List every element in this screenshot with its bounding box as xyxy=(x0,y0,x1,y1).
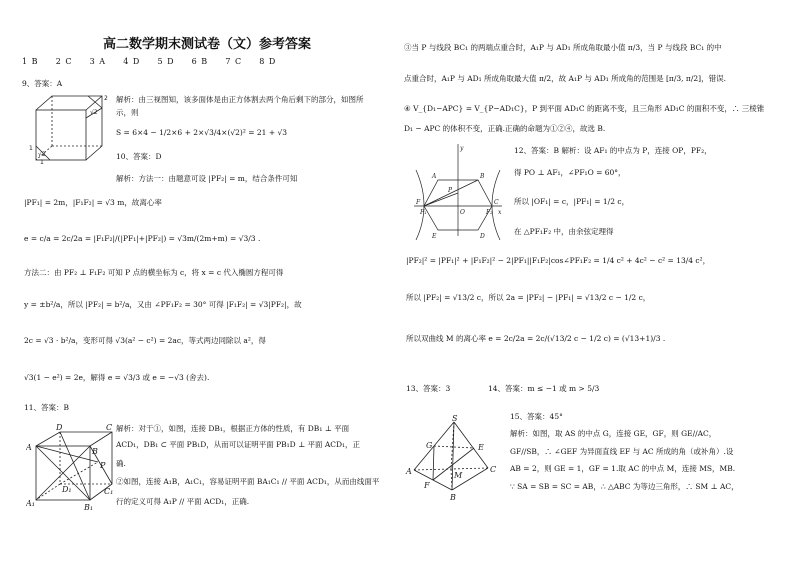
q11-line: ②如图，连接 A₁B，A₁C₁，容易证明平面 BA₁C₁ // 平面 ACD₁，从而由线面平 xyxy=(116,477,380,486)
q15-pyramid-figure xyxy=(404,414,498,504)
figure-label: x xyxy=(498,209,502,216)
q12-hexagon-hyperbola-figure xyxy=(410,140,506,240)
q11-line: ACD₁，DB₁ ⊂ 平面 PB₁D，从而可以证明平面 PB₁D ⊥ 平面 ACD₁，正 xyxy=(116,440,361,449)
figure-label: S xyxy=(452,414,458,423)
figure-label: 1 xyxy=(29,145,33,152)
q11-cont-line: 点重合时，A₁P 与 AD₁ 所成角取最大值 π/2，故 A₁P 与 AD₁ 所成角的范围是 [π/3, π/2]，错误. xyxy=(404,74,726,83)
q15-heading: 15、答案：45° xyxy=(510,412,563,421)
figure-label: A₁ xyxy=(26,499,35,508)
figure-label: C xyxy=(494,199,499,206)
q10-line: 方法二：由 PF₂ ⊥ F₁F₂ 可知 P 点的横坐标为 c，将 x = c 代入椭圆方程可得 xyxy=(24,268,284,277)
q12-line: 12、答案：B 解析：设 AF₁ 的中点为 P，连接 OP，PF₂， xyxy=(514,146,712,155)
q9-cube-figure xyxy=(28,88,110,164)
q9-analysis-line: 示，则 xyxy=(116,108,139,117)
figure-label: C xyxy=(490,465,497,474)
figure-label: C xyxy=(106,423,113,432)
q11-cont-line: D₁ − APC 的体积不变，正确.正确的命题为①②④，故选 B. xyxy=(404,124,606,133)
mc-answer: 2 C xyxy=(55,57,72,66)
q15-line: GF//SB，∴ ∠GEF 为异面直线 EF 与 AC 所成的角（或补角）.设 xyxy=(510,447,734,456)
figure-label: A xyxy=(26,443,32,452)
q11-cube-figure xyxy=(26,422,114,512)
figure-label: E xyxy=(432,233,437,240)
q12-line: 得 PO ⊥ AF₁，∠PF₁O = 60°， xyxy=(514,168,626,177)
figure-label: M xyxy=(454,471,463,480)
figure-label: B₁ xyxy=(84,503,94,512)
q11-cont-line: ④ V_{D₁−APC} = V_{P−AD₁C}，P 到平面 AD₁C 的距离不变，且三角形 AD₁C 的面积不变，∴ 三棱锥 xyxy=(404,104,765,113)
figure-label: F₁ xyxy=(420,209,427,216)
q13-answer: 13、答案：3 xyxy=(406,384,451,393)
q12-line: |PF₂|² = |PF₁|² + |F₁F₂|² − 2|PF₁||F₁F₂|cos∠PF₁F₂ = 1/4 c² + 4c² − c² = 13/4 c²， xyxy=(406,256,711,265)
q11-line: 确. xyxy=(116,459,126,468)
mc-answer: 1 B xyxy=(22,57,38,66)
figure-label: A xyxy=(406,467,412,476)
q12-line: 所以 |PF₂| = √13/2 c，所以 2a = |PF₂| − |PF₁| = √13/2 c − 1/2 c， xyxy=(406,293,651,302)
figure-label: G xyxy=(426,441,433,450)
mc-answer: 8 D xyxy=(259,57,276,66)
figure-label: y xyxy=(460,145,464,152)
figure-label: A xyxy=(432,173,437,180)
mc-answer-row xyxy=(22,57,275,67)
page-title: 高二数学期末测试卷（文）参考答案 xyxy=(103,37,312,52)
q9-analysis-line: 解析：由三视图知，该多面体是由正方体割去两个角后剩下的部分，如图所 xyxy=(116,95,364,104)
q11-line: 解析：对于①，如图，连接 DB₁，根据正方体的性质，有 DB₁ ⊥ 平面 xyxy=(116,424,350,433)
figure-label: 2 xyxy=(104,95,108,102)
figure-label: F₂ xyxy=(486,209,493,216)
figure-label: B xyxy=(92,447,98,456)
q12-line: 在 △PF₁F₂ 中，由余弦定理得 xyxy=(514,227,614,236)
q14-answer: 14、答案：m ≤ −1 或 m > 5/3 xyxy=(488,384,600,393)
mc-answer: 6 B xyxy=(191,57,208,66)
q10-heading: 10、答案：D xyxy=(116,152,162,161)
figure-label: B xyxy=(480,173,485,180)
q10-line: e = c/a = 2c/2a = |F₁F₂|/(|PF₁|+|PF₂|) = √3m/(2m+m) = √3/3 . xyxy=(24,234,261,243)
figure-label: P xyxy=(448,187,453,194)
mc-answer: 3 A xyxy=(89,57,106,66)
q15-line: AB = 2，则 GE = 1，GF = 1.取 AC 的中点 M，连接 MS，MB. xyxy=(510,464,736,473)
q10-line: 2c = √3 · b²/a，变形可得 √3(a² − c²) = 2ac，等式两边同除以 a²，得 xyxy=(24,336,266,345)
figure-label: B xyxy=(450,493,456,502)
q12-line: 所以双曲线 M 的离心率 e = 2c/2a = 2c/(√13/2 c − 1/2 c) = (√13+1)/3 . xyxy=(406,334,666,343)
q10-line: √3(1 − e²) = 2e，解得 e = √3/3 或 e = −√3 (舍去). xyxy=(24,373,210,382)
figure-label: D₁ xyxy=(62,485,72,494)
figure-label: E xyxy=(478,443,484,452)
figure-label: O xyxy=(460,209,465,216)
mc-answer: 7 C xyxy=(225,57,242,66)
q10-line: 解析：方法一：由题意可设 |PF₂| = m，结合条件可知 xyxy=(116,174,298,183)
q9-formula: S = 6×4 − 1/2×6 + 2×√3/4×(√2)² = 21 + √3 xyxy=(116,128,288,137)
q15-line: ∵ SA = SB = SC = AB，∴ △ABC 为等边三角形，∴ SM ⊥ AC， xyxy=(510,482,739,491)
figure-label: F xyxy=(416,199,421,206)
q10-line: |PF₁| = 2m，|F₁F₂| = √3 m，故离心率 xyxy=(24,198,162,207)
q9-heading: 9、答案：A xyxy=(22,79,63,88)
figure-label: C₁ xyxy=(104,487,114,496)
figure-label: F xyxy=(424,481,430,490)
figure-label: √2 xyxy=(38,151,46,158)
figure-label: D xyxy=(480,233,485,240)
figure-label: D xyxy=(56,423,63,432)
q10-line: y = ±b²/a，所以 |PF₂| = b²/a，又由 ∠PF₁F₂ = 30° 可得 |F₁F₂| = √3|PF₂|，故 xyxy=(24,300,302,309)
figure-label: 1 xyxy=(40,159,44,164)
mc-answer: 4 D xyxy=(123,57,140,66)
figure-label: P xyxy=(100,461,106,470)
q11-heading: 11、答案：B xyxy=(24,403,70,412)
q12-line: 所以 |OF₁| = c，|PF₁| = 1/2 c， xyxy=(514,197,630,206)
q11-cont-line: ③当 P 与线段 BC₁ 的两端点重合时，A₁P 与 AD₁ 所成角取最小值 π/3，当 P 与线段 BC₁ 的中 xyxy=(404,43,722,52)
figure-label: √2 xyxy=(90,109,98,116)
mc-answer: 5 D xyxy=(157,57,174,66)
q11-line: 行的定义可得 A₁P // 平面 ACD₁，正确. xyxy=(116,497,250,506)
q15-line: 解析：如图，取 AS 的中点 G，连接 GE，GF，则 GE//AC， xyxy=(510,429,717,438)
